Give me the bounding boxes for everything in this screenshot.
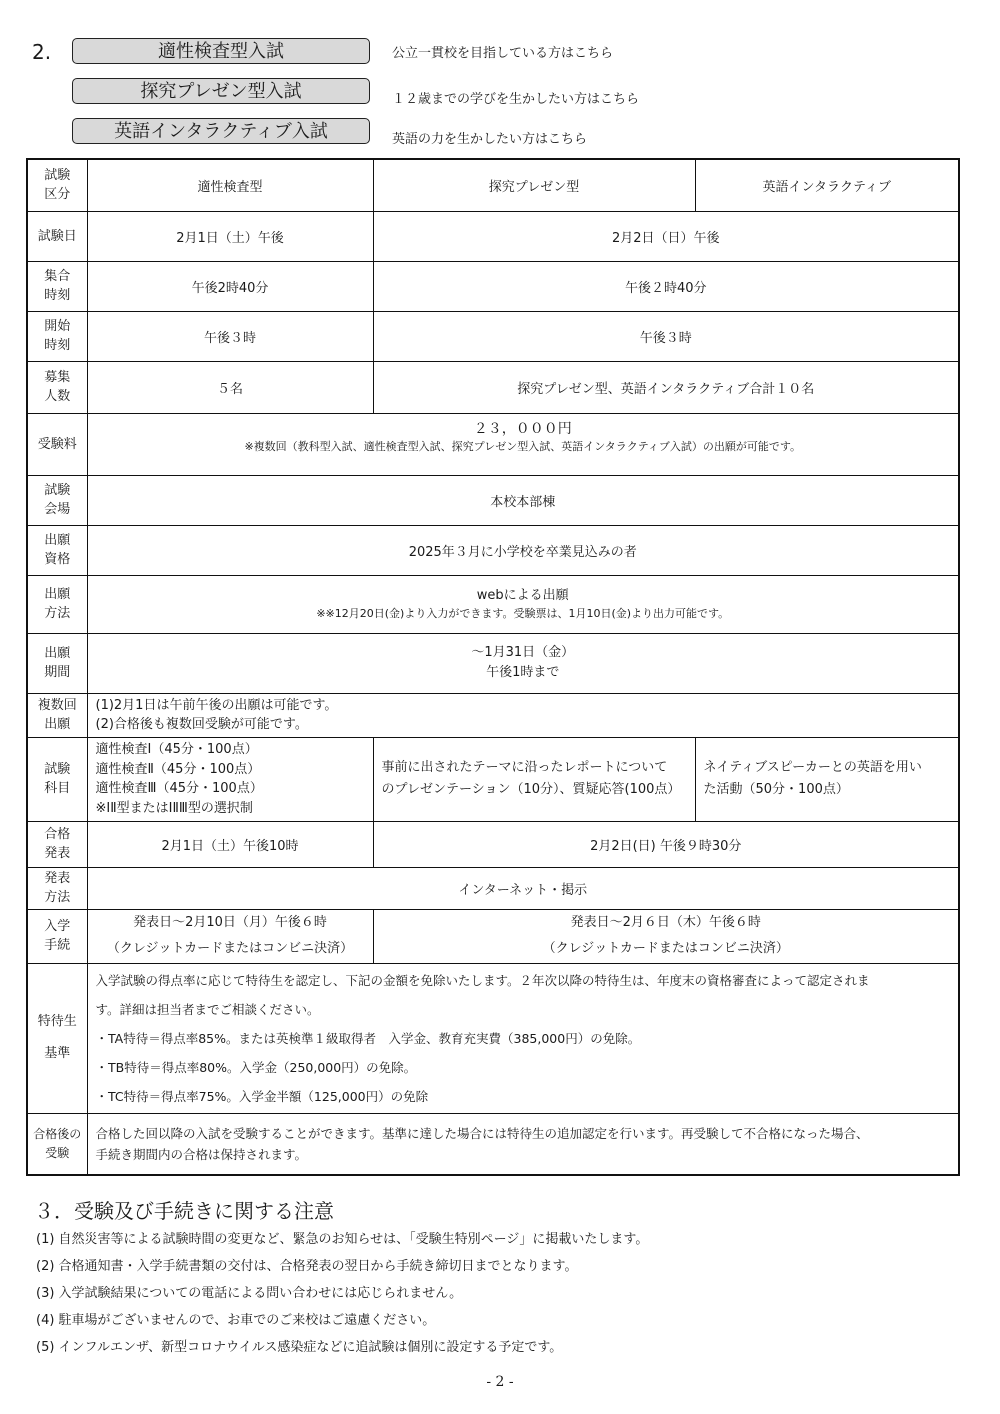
proc-tekisei-payment: （クレジットカードまたはコンビニ決済） bbox=[106, 941, 354, 956]
header-kubun: 試験 区分 bbox=[27, 159, 87, 211]
section-3-notes bbox=[36, 1230, 648, 1365]
header-start: 開始 時刻 bbox=[27, 311, 87, 361]
exam-type-tankyu-desc: １２歳までの学びを生かしたい方はこちら bbox=[392, 92, 640, 107]
multi-line-2: (2)合格後も複数回受験が可能です。 bbox=[95, 717, 308, 732]
page-number: - 2 - bbox=[486, 1374, 514, 1390]
header-multi: 複数回 出願 bbox=[27, 693, 87, 737]
header-date: 試験日 bbox=[27, 211, 87, 261]
result-tekisei: 2月1日（土）午後10時 bbox=[87, 821, 373, 867]
subject-tekisei bbox=[87, 737, 373, 821]
gather-tankyu-eigo: 午後２時40分 bbox=[373, 261, 959, 311]
row-date bbox=[27, 211, 959, 261]
note-1: (1) 自然災害等による試験時間の変更など、緊急のお知らせは、「受験生特別ページ」に掲載いたします。 bbox=[36, 1232, 649, 1247]
section-2-number: 2. bbox=[32, 40, 52, 64]
boshu-tekisei: ５名 bbox=[87, 361, 373, 413]
row-result bbox=[27, 821, 959, 867]
row-venue bbox=[27, 475, 959, 525]
row-tokutai bbox=[27, 963, 959, 1113]
row-boshu bbox=[27, 361, 959, 413]
fee-note: ※複数回（教科型入試、適性検査型入試、探究プレゼン型入試、英語インタラクティブ入試）の出願が可能です。 bbox=[244, 440, 802, 453]
note-3: (3) 入学試験結果についての電話による問い合わせには応じられません。 bbox=[36, 1286, 463, 1301]
note-5: (5) インフルエンザ、新型コロナウイルス感染症などに追試験は個別に設定する予定です。 bbox=[36, 1340, 563, 1355]
period-date: 〜1月31日（金） bbox=[471, 645, 575, 660]
row-start bbox=[27, 311, 959, 361]
row-fee bbox=[27, 413, 959, 475]
result-tankyu-eigo: 2月2日(日) 午後９時30分 bbox=[373, 821, 959, 867]
tokutai-line-2: す。詳細は担当者までご相談ください。 bbox=[95, 1001, 320, 1017]
rmethod-cell: インターネット・掲示 bbox=[87, 867, 959, 909]
header-tokutai: 特待生 基準 bbox=[27, 963, 87, 1113]
fee-cell bbox=[87, 413, 959, 475]
header-period: 出願 期間 bbox=[27, 633, 87, 693]
multi-cell bbox=[87, 693, 959, 737]
proc-tankyu-eigo-deadline: 発表日〜2月６日（木）午後６時 bbox=[570, 915, 761, 930]
subject-eigo-2: た活動（50分・100点） bbox=[703, 782, 849, 797]
row-after bbox=[27, 1113, 959, 1175]
subject-tekisei-note: ※ⅠⅡ型またはⅠⅡⅢ型の選択制 bbox=[95, 800, 253, 816]
tokutai-ta: ・TA特待＝得点率85%。または英検準１級取得者 入学金、教育充実費（385,000円）の免除。 bbox=[95, 1030, 641, 1046]
boshu-tankyu-eigo: 探究プレゼン型、英語インタラクティブ合計１０名 bbox=[373, 361, 959, 413]
tokutai-tb: ・TB特待＝得点率80%。入学金（250,000円）の免除。 bbox=[95, 1059, 417, 1075]
exam-type-eigo-button[interactable]: 英語インタラクティブ入試 bbox=[72, 118, 370, 144]
gather-tekisei: 午後2時40分 bbox=[87, 261, 373, 311]
header-after: 合格後の 受験 bbox=[27, 1113, 87, 1175]
row-kubun bbox=[27, 159, 959, 211]
subject-tankyu-1: 事前に出されたテーマに沿ったレポートについて bbox=[381, 760, 668, 775]
subject-eigo-1: ネイティブスピーカーとの英語を用い bbox=[703, 760, 922, 775]
row-gather bbox=[27, 261, 959, 311]
after-cell bbox=[87, 1113, 959, 1175]
row-multi bbox=[27, 693, 959, 737]
exam-type-eigo-desc: 英語の力を生かしたい方はこちら bbox=[392, 132, 588, 147]
subject-tekisei-2: 適性検査Ⅱ（45分・100点） bbox=[95, 761, 261, 777]
tokutai-tc: ・TC特待＝得点率75%。入学金半額（125,000円）の免除 bbox=[95, 1088, 429, 1104]
note-2: (2) 合格通知書・入学手続書類の交付は、合格発表の翌日から手続き締切日までとなります。 bbox=[36, 1259, 578, 1274]
method-cell bbox=[87, 575, 959, 633]
header-gather: 集合 時刻 bbox=[27, 261, 87, 311]
qual-cell: 2025年３月に小学校を卒業見込みの者 bbox=[87, 525, 959, 575]
fee-amount: ２３，０００円 bbox=[473, 421, 572, 437]
after-line-1: 合格した回以降の入試を受験することができます。基準に達した場合には特待生の追加認定を行います。再受験して不合格になった場合、 bbox=[95, 1125, 869, 1141]
tokutai-line-1: 入学試験の得点率に応じて特待生を認定し、下記の金額を免除いたします。２年次以降の特待生は、年度末の資格審査によって認定されま bbox=[95, 972, 870, 988]
row-qual bbox=[27, 525, 959, 575]
proc-tankyu-eigo bbox=[373, 909, 959, 963]
tokutai-cell bbox=[87, 963, 959, 1113]
start-tekisei: 午後３時 bbox=[87, 311, 373, 361]
exam-type-tekisei-desc: 公立一貫校を目指している方はこちら bbox=[392, 46, 614, 61]
date-tekisei: 2月1日（土）午後 bbox=[87, 211, 373, 261]
exam-info-table bbox=[26, 158, 960, 1176]
after-line-2: 手続き期間内の合格は保持されます。 bbox=[95, 1146, 308, 1162]
multi-line-1: (1)2月1日は午前午後の出願は可能です。 bbox=[95, 698, 338, 713]
header-rmethod: 発表 方法 bbox=[27, 867, 87, 909]
exam-type-tekisei-button[interactable]: 適性検査型入試 bbox=[72, 38, 370, 64]
header-boshu: 募集 人数 bbox=[27, 361, 87, 413]
header-venue: 試験 会場 bbox=[27, 475, 87, 525]
subject-tankyu-2: のプレゼンテーション（10分）、質疑応答(100点） bbox=[381, 782, 681, 797]
header-qual: 出願 資格 bbox=[27, 525, 87, 575]
proc-tekisei bbox=[87, 909, 373, 963]
header-fee: 受験料 bbox=[27, 413, 87, 475]
method-note: ※※12月20日(金)より入力ができます。受験票は、1月10日(金)より出力可能です。 bbox=[316, 607, 730, 620]
period-cell bbox=[87, 633, 959, 693]
date-tankyu-eigo: 2月2日（日）午後 bbox=[373, 211, 959, 261]
header-result: 合格 発表 bbox=[27, 821, 87, 867]
header-method: 出願 方法 bbox=[27, 575, 87, 633]
subject-tekisei-1: 適性検査Ⅰ（45分・100点） bbox=[95, 742, 258, 757]
subject-eigo bbox=[695, 737, 959, 821]
row-rmethod bbox=[27, 867, 959, 909]
venue-cell: 本校本部棟 bbox=[87, 475, 959, 525]
start-tankyu-eigo: 午後３時 bbox=[373, 311, 959, 361]
kubun-eigo: 英語インタラクティブ bbox=[695, 159, 959, 211]
row-proc bbox=[27, 909, 959, 963]
section-3-title: ３．受験及び手続きに関する注意 bbox=[34, 1199, 334, 1223]
kubun-tekisei: 適性検査型 bbox=[87, 159, 373, 211]
row-period bbox=[27, 633, 959, 693]
note-4: (4) 駐車場がございませんので、お車でのご来校はご遠慮ください。 bbox=[36, 1313, 436, 1328]
period-time: 午後1時まで bbox=[486, 665, 560, 680]
proc-tankyu-eigo-payment: （クレジットカードまたはコンビニ決済） bbox=[542, 941, 789, 956]
header-proc: 入学 手続 bbox=[27, 909, 87, 963]
subject-tankyu bbox=[373, 737, 695, 821]
exam-type-tankyu-button[interactable]: 探究プレゼン型入試 bbox=[72, 78, 370, 104]
header-subject: 試験 科目 bbox=[27, 737, 87, 821]
proc-tekisei-deadline: 発表日〜2月10日（月）午後６時 bbox=[133, 915, 327, 930]
kubun-tankyu: 探究プレゼン型 bbox=[373, 159, 695, 211]
subject-tekisei-3: 適性検査Ⅲ（45分・100点） bbox=[95, 781, 263, 796]
row-method bbox=[27, 575, 959, 633]
method-text: webによる出願 bbox=[476, 588, 569, 603]
row-subject bbox=[27, 737, 959, 821]
